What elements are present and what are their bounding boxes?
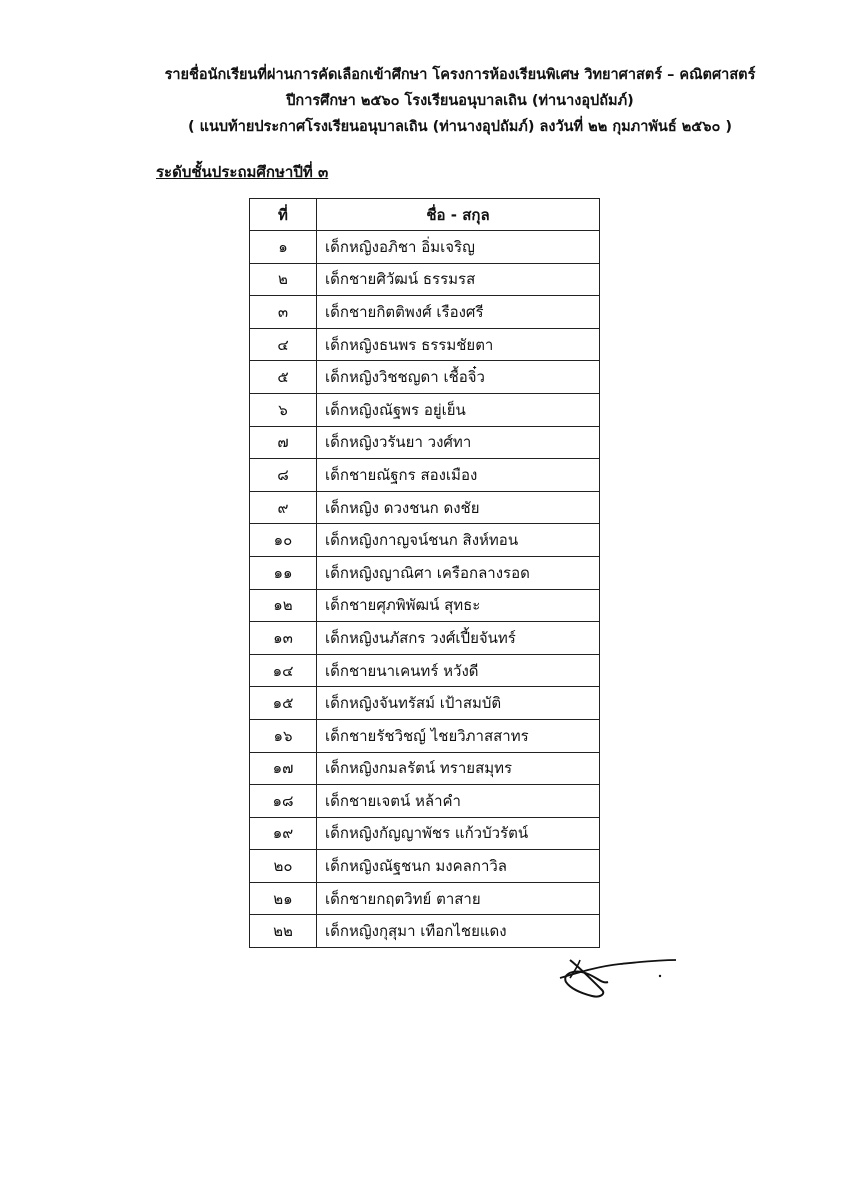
row-number: ๑๑: [250, 556, 317, 589]
student-name: เด็กชายนาเคนทร์ หวังดี: [317, 654, 600, 687]
student-name: เด็กหญิงวิชชญดา เชื้อจิ๋ว: [317, 361, 600, 394]
student-name: เด็กหญิงกุสุมา เทือกไชยแดง: [317, 915, 600, 948]
student-name: เด็กหญิงนภัสกร วงศ์เปี้ยจันทร์: [317, 622, 600, 655]
row-number: ๔: [250, 328, 317, 361]
table-row: [250, 817, 600, 850]
row-number: ๒๑: [250, 882, 317, 915]
row-number: ๑๙: [250, 817, 317, 850]
student-name: เด็กชายศุภพิพัฒน์ สุทธะ: [317, 589, 600, 622]
student-name: เด็กหญิงกมลรัตน์ ทรายสมุทร: [317, 752, 600, 785]
header-title: รายชื่อนักเรียนที่ผ่านการคัดเลือกเข้าศึกษา โครงการห้องเรียนพิเศษ วิทยาศาสตร์ – คณิตศาสตร์: [164, 67, 756, 83]
student-name: เด็กชายณัฐกร สองเมือง: [317, 459, 600, 492]
student-name: เด็กชายรัชวิชญ์ ไชยวิภาสสาทร: [317, 719, 600, 752]
table-row: [250, 328, 600, 361]
row-number: ๑๓: [250, 622, 317, 655]
table-row: [250, 589, 600, 622]
student-name: เด็กชายศิวัฒน์ ธรรมรส: [317, 263, 600, 296]
table-row: [250, 687, 600, 720]
table-row: [250, 524, 600, 557]
column-header-no: ที่: [250, 199, 317, 231]
student-name: เด็กชายกฤตวิทย์ ตาสาย: [317, 882, 600, 915]
student-name: เด็กชายเจตน์ หล้าคำ: [317, 785, 600, 818]
row-number: ๙: [250, 491, 317, 524]
student-name: เด็กหญิงณัฐชนก มงคลกาวิล: [317, 850, 600, 883]
row-number: ๘: [250, 459, 317, 492]
student-name: เด็กหญิงวรันยา วงศ์ทา: [317, 426, 600, 459]
student-name: เด็กหญิงกาญจน์ชนก สิงห์ทอน: [317, 524, 600, 557]
table-row: [250, 654, 600, 687]
row-number: ๓: [250, 296, 317, 329]
row-number: ๖: [250, 393, 317, 426]
table-header-row: [250, 199, 600, 231]
table-row: [250, 752, 600, 785]
student-name: เด็กหญิงธนพร ธรรมชัยตา: [317, 328, 600, 361]
table-row: [250, 622, 600, 655]
table-row: [250, 296, 600, 329]
row-number: ๑๔: [250, 654, 317, 687]
table-row: [250, 785, 600, 818]
table-row: [250, 459, 600, 492]
row-number: ๑๘: [250, 785, 317, 818]
header-academic-year: ปีการศึกษา ๒๕๖๐ โรงเรียนอนุบาลเถิน (ท่านางอุปถัมภ์): [286, 93, 634, 109]
student-name: เด็กหญิง ดวงชนก ดงชัย: [317, 491, 600, 524]
row-number: ๕: [250, 361, 317, 394]
row-number: ๑๒: [250, 589, 317, 622]
section-title: ระดับชั้นประถมศึกษาปีที่ ๓: [156, 163, 329, 181]
row-number: ๑: [250, 231, 317, 264]
student-name: เด็กหญิงอภิชา อิ่มเจริญ: [317, 231, 600, 264]
signature: [540, 938, 680, 1008]
student-name: เด็กหญิงจันทรัสม์ เป้าสมบัติ: [317, 687, 600, 720]
row-number: ๑๐: [250, 524, 317, 557]
row-number: ๗: [250, 426, 317, 459]
table-row: [250, 719, 600, 752]
table-row: [250, 850, 600, 883]
row-number: ๑๗: [250, 752, 317, 785]
table-row: [250, 231, 600, 264]
table-row: [250, 491, 600, 524]
row-number: ๒๐: [250, 850, 317, 883]
student-name: เด็กหญิงญาณิศา เครือกลางรอด: [317, 556, 600, 589]
student-name: เด็กหญิงกัญญาพัชร แก้วบัวรัตน์: [317, 817, 600, 850]
table-row: [250, 556, 600, 589]
student-name: เด็กชายกิตติพงศ์ เรืองศรี: [317, 296, 600, 329]
student-table: [249, 198, 600, 948]
row-number: ๑๖: [250, 719, 317, 752]
table-row: [250, 426, 600, 459]
column-header-name: ชื่อ - สกุล: [317, 199, 600, 231]
header-attachment-note: ( แนบท้ายประกาศโรงเรียนอนุบาลเถิน (ท่านางอุปถัมภ์) ลงวันที่ ๒๒ กุมภาพันธ์ ๒๕๖๐ ): [188, 119, 732, 135]
student-name: เด็กหญิงณัฐพร อยู่เย็น: [317, 393, 600, 426]
table-row: [250, 263, 600, 296]
table-row: [250, 393, 600, 426]
table-row: [250, 882, 600, 915]
row-number: ๑๕: [250, 687, 317, 720]
row-number: ๒: [250, 263, 317, 296]
document-header: [110, 62, 810, 140]
row-number: ๒๒: [250, 915, 317, 948]
table-row: [250, 361, 600, 394]
